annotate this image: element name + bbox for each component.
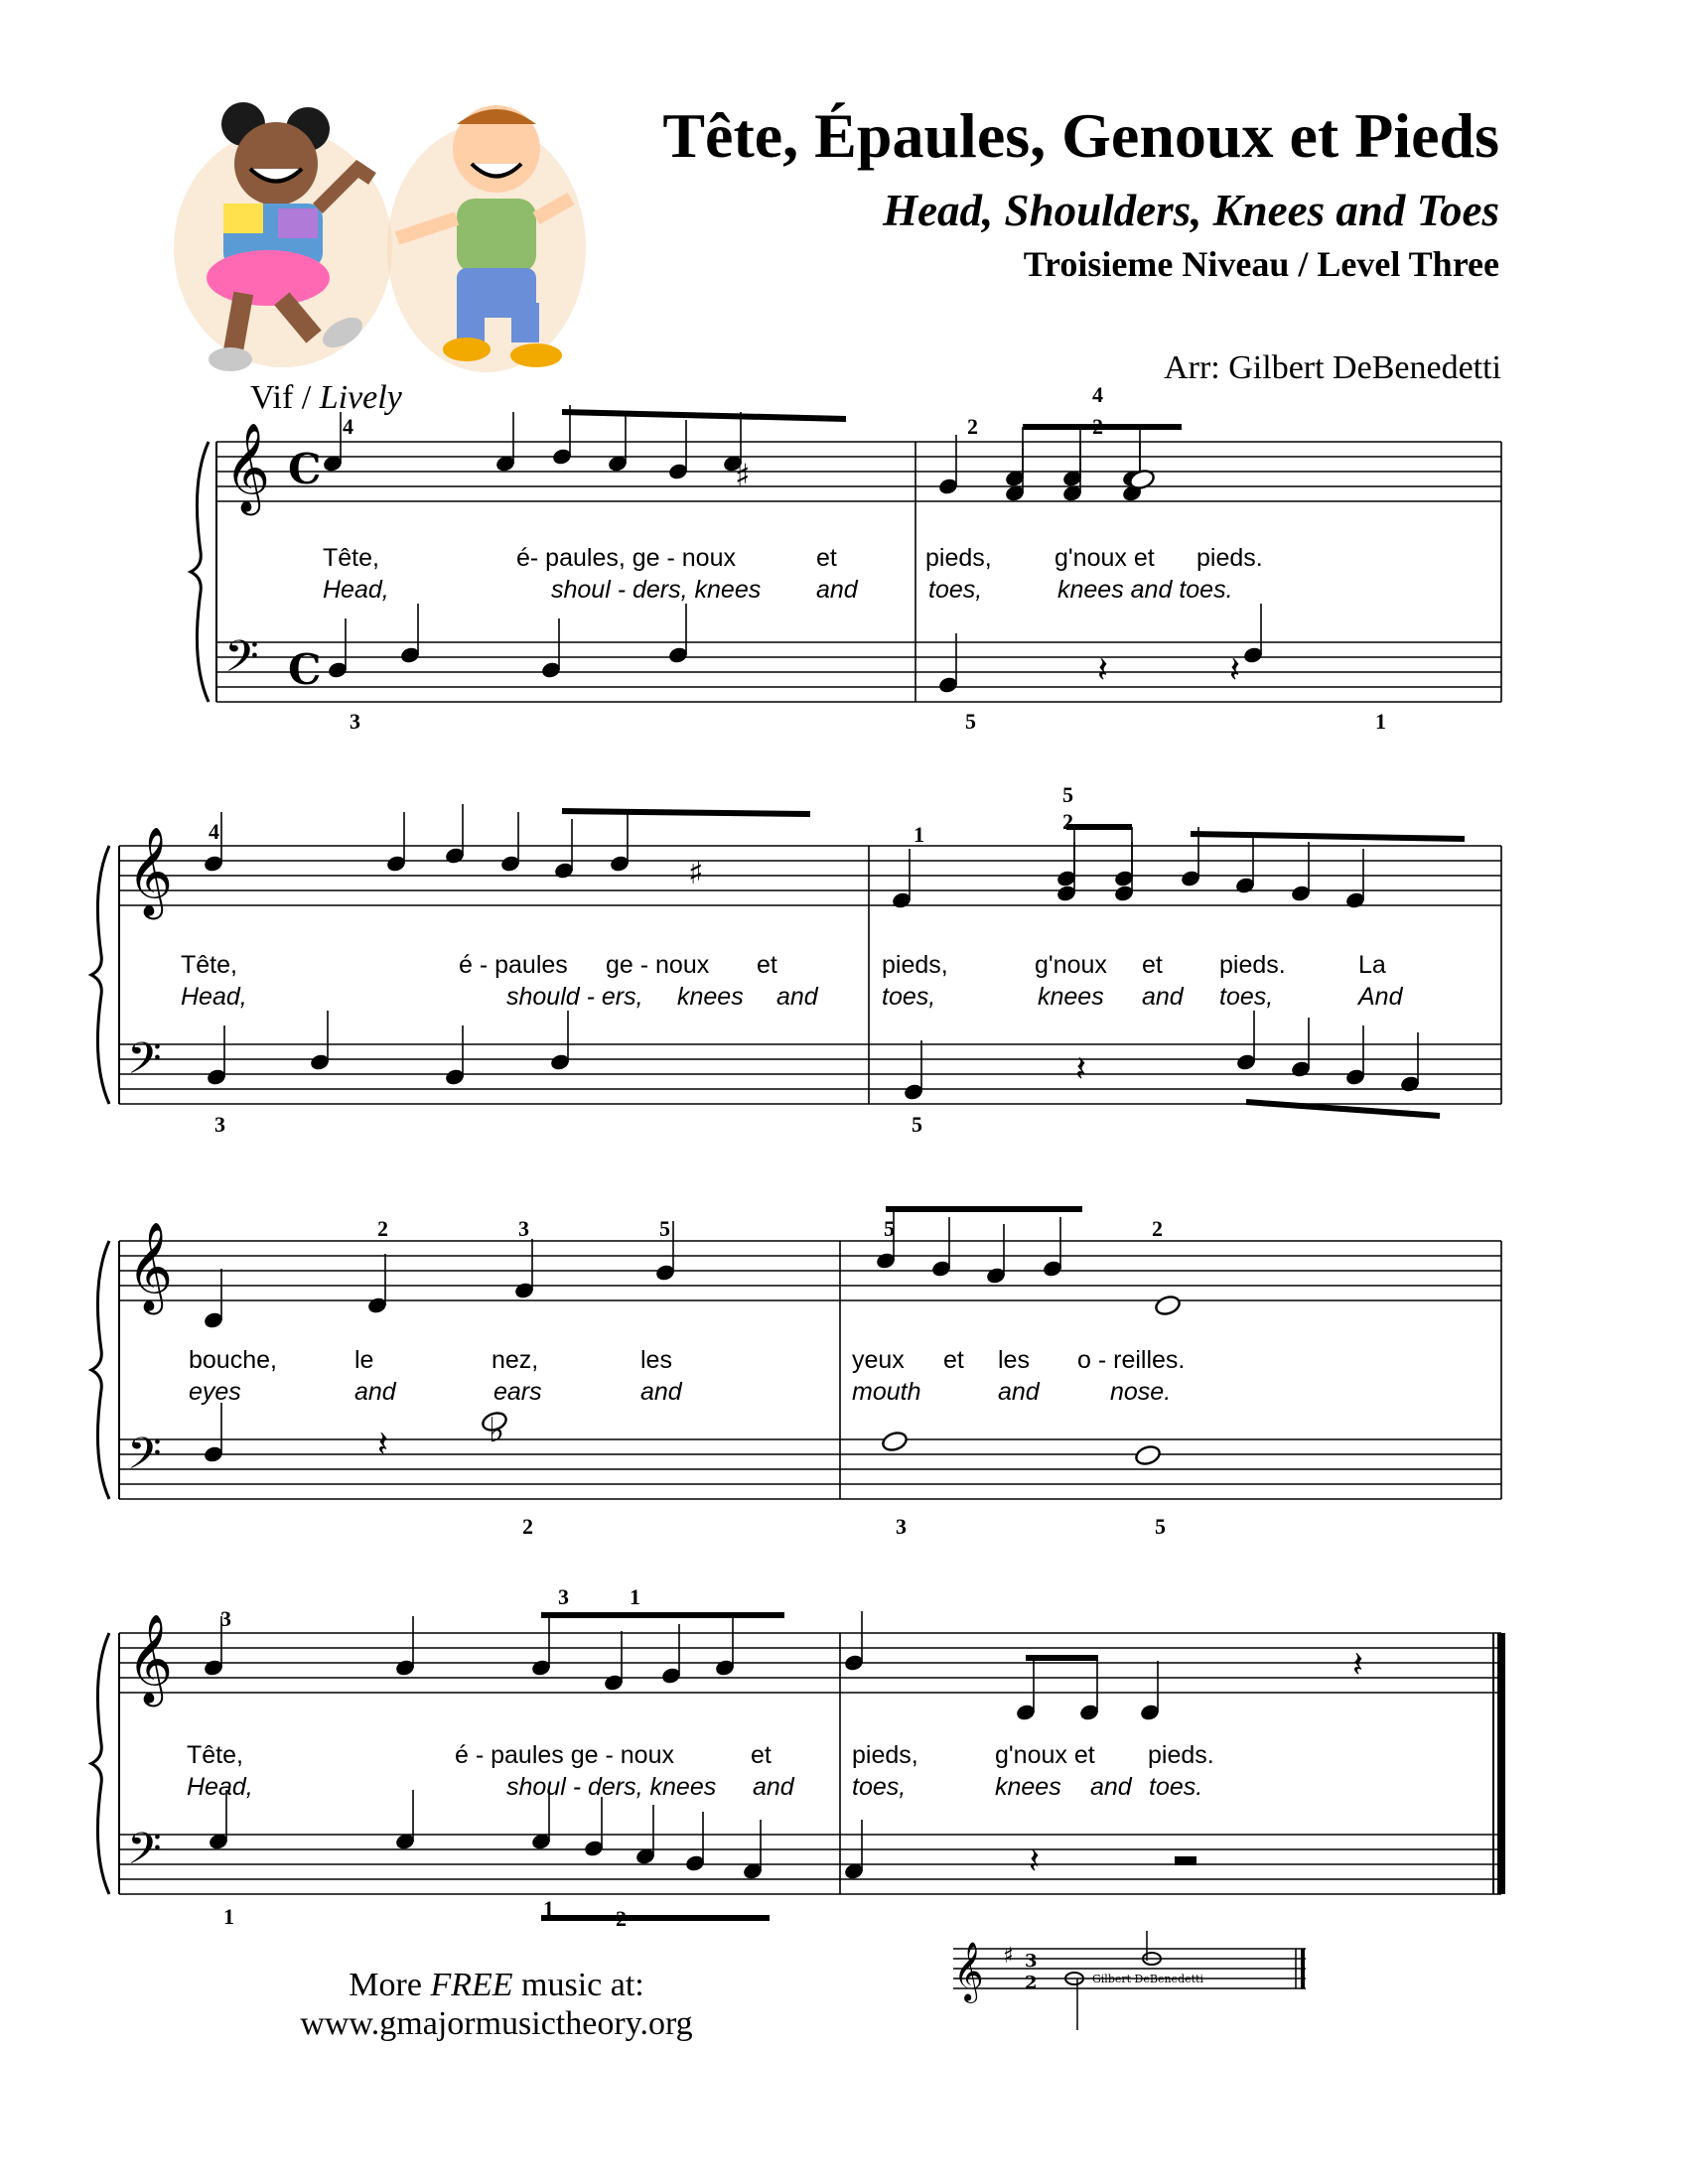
fingering-number: 1 xyxy=(223,1904,234,1929)
lyric-en: and xyxy=(640,1378,682,1406)
beam xyxy=(562,811,810,814)
treble-clef-icon: 𝄞 xyxy=(224,423,271,512)
bass-clef-icon: 𝄢 xyxy=(224,630,259,693)
fingering-number: 4 xyxy=(1092,382,1103,407)
lyric-en: shoul - ders, knees xyxy=(551,576,762,604)
sharp-icon: ♯ xyxy=(735,457,751,494)
lyric-fr: nez, xyxy=(492,1346,539,1374)
half-note xyxy=(1134,1443,1162,1466)
lyric-en: And xyxy=(1358,983,1403,1011)
system-brace xyxy=(91,1633,109,1894)
common-time-icon: C xyxy=(288,645,322,694)
lyric-fr: Tête, xyxy=(181,951,237,979)
lyric-fr: pieds, xyxy=(852,1741,918,1769)
lyric-fr: é- paules, ge - noux xyxy=(516,544,736,572)
fingering-number: 4 xyxy=(343,414,353,439)
lyric-en: toes, xyxy=(882,983,936,1011)
beam xyxy=(1191,834,1465,839)
quarter-rest-icon: 𝄽 xyxy=(1229,650,1241,691)
lyric-en: knees xyxy=(677,983,744,1011)
lyric-fr: g'noux et xyxy=(1055,544,1155,572)
lyric-fr: La xyxy=(1358,951,1386,979)
svg-text:♯: ♯ xyxy=(1003,1944,1014,1969)
fingering-number: 2 xyxy=(1092,414,1103,439)
lyric-fr: les xyxy=(998,1346,1030,1374)
lyric-fr: et xyxy=(757,951,777,979)
lyric-fr: et xyxy=(816,544,837,572)
lyric-fr: é - paules xyxy=(459,951,568,979)
fingering-number: 2 xyxy=(967,414,978,439)
fingering-number: 5 xyxy=(884,1216,895,1241)
half-note xyxy=(881,1430,909,1452)
lyric-fr: é - paules ge - noux xyxy=(455,1741,674,1769)
half-note xyxy=(1154,1294,1182,1316)
lyric-fr: et xyxy=(1142,951,1163,979)
treble-clef-icon: 𝄞 xyxy=(127,827,174,916)
fingering-number: 5 xyxy=(659,1216,670,1241)
lyric-fr: et xyxy=(943,1346,964,1374)
common-time-icon: C xyxy=(288,445,322,493)
lyric-en: toes, xyxy=(852,1773,907,1801)
treble-clef-icon: 𝄞 xyxy=(127,1614,174,1704)
lyric-en: ears xyxy=(493,1378,542,1406)
system-brace xyxy=(191,442,209,702)
lyric-fr: pieds, xyxy=(882,951,948,979)
fingering-number: 2 xyxy=(616,1906,627,1931)
lyric-en: and xyxy=(1090,1773,1132,1801)
lyric-en: nose. xyxy=(1110,1378,1172,1406)
fingering-number: 4 xyxy=(209,819,219,844)
bass-clef-icon: 𝄢 xyxy=(127,1428,162,1490)
quarter-rest-icon: 𝄽 xyxy=(1075,1049,1087,1090)
fingering-number: 2 xyxy=(377,1216,388,1241)
lyric-en: mouth xyxy=(852,1378,921,1406)
lyric-en: Head, xyxy=(323,576,389,604)
bass-clef-icon: 𝄢 xyxy=(127,1032,162,1095)
lyric-fr: et xyxy=(751,1741,772,1769)
lyric-en: knees xyxy=(995,1773,1061,1801)
lyric-fr: pieds, xyxy=(925,544,992,572)
lyric-fr: yeux xyxy=(852,1346,905,1374)
fingering-number: 3 xyxy=(558,1584,569,1609)
lyric-en: knees xyxy=(1038,983,1104,1011)
lyric-en: and xyxy=(776,983,818,1011)
lyric-fr: Tête, xyxy=(323,544,379,572)
quarter-rest-icon: 𝄽 xyxy=(377,1425,389,1465)
fingering-number: 3 xyxy=(220,1606,231,1631)
lyric-en: and xyxy=(998,1378,1040,1406)
lyric-en: knees and toes. xyxy=(1057,576,1233,604)
footer-promo xyxy=(238,1966,755,2043)
half-rest-icon xyxy=(1175,1856,1196,1865)
fingering-number: 1 xyxy=(1375,709,1386,734)
page-title: Tête, Épaules, Genoux et Pieds xyxy=(662,100,1499,171)
tempo-english: Lively xyxy=(319,379,402,416)
fingering-number: 5 xyxy=(1062,782,1073,807)
system-brace xyxy=(91,1241,109,1499)
fingering-number: 2 xyxy=(1062,809,1073,834)
fingering-number: 5 xyxy=(1155,1514,1166,1539)
level-label: Troisieme Niveau / Level Three xyxy=(1023,244,1499,284)
lyric-fr: pieds. xyxy=(1196,544,1263,572)
lyric-fr: g'noux xyxy=(1035,951,1107,979)
lyric-fr: Tête, xyxy=(187,1741,243,1769)
lyric-en: eyes xyxy=(189,1378,241,1406)
lyric-fr: bouche, xyxy=(189,1346,277,1374)
footer-line-1: More FREE music at: xyxy=(349,1967,644,2003)
quarter-rest-icon: 𝄽 xyxy=(1029,1842,1041,1882)
fingering-number: 3 xyxy=(896,1514,907,1539)
lyric-en: shoul - ders, knees xyxy=(506,1773,717,1801)
lyric-en: and xyxy=(1142,983,1184,1011)
system-brace xyxy=(91,846,109,1104)
fingering-number: 3 xyxy=(518,1216,529,1241)
fingering-number: 3 xyxy=(214,1112,225,1137)
svg-text:2: 2 xyxy=(1025,1973,1038,1993)
lyric-en: should - ers, xyxy=(506,983,643,1011)
lyric-fr: pieds. xyxy=(1219,951,1286,979)
treble-clef-icon: 𝄞 xyxy=(953,1942,984,2001)
arranger-credit: Arr: Gilbert DeBenedetti xyxy=(1164,349,1501,386)
fingering-number: 5 xyxy=(965,709,976,734)
lyric-fr: o - reilles. xyxy=(1077,1346,1186,1374)
fingering-number: 1 xyxy=(914,822,924,847)
fingering-number: 3 xyxy=(350,709,360,734)
lyric-en: Head, xyxy=(187,1773,253,1801)
page-subtitle: Head, Shoulders, Knees and Toes xyxy=(883,186,1499,235)
lyric-en: Head, xyxy=(181,983,247,1011)
quarter-rest-icon: 𝄽 xyxy=(1352,1645,1364,1686)
fingering-number: 1 xyxy=(543,1896,554,1921)
sharp-icon: ♯ xyxy=(688,854,704,891)
fingering-number: 2 xyxy=(522,1514,533,1539)
lyric-fr: ge - noux xyxy=(606,951,710,979)
lyric-en: and xyxy=(753,1773,794,1801)
lyric-fr: pieds. xyxy=(1148,1741,1214,1769)
fingering-number: 5 xyxy=(912,1112,922,1137)
composer-logo xyxy=(943,1931,1311,2040)
treble-clef-icon: 𝄞 xyxy=(127,1222,174,1311)
flat-icon: ♭ xyxy=(489,1411,505,1450)
lyric-fr: les xyxy=(640,1346,672,1374)
beam xyxy=(562,412,846,419)
fingering-number: 1 xyxy=(630,1584,640,1609)
lyric-en: and xyxy=(354,1378,396,1406)
lyric-en: toes, xyxy=(1219,983,1274,1011)
fingering-number: 2 xyxy=(1152,1216,1163,1241)
logo-text: Gilbert DeBenedetti xyxy=(1092,1973,1203,1985)
lyric-fr: g'noux et xyxy=(995,1741,1095,1769)
bass-clef-icon: 𝄢 xyxy=(127,1823,162,1885)
quarter-rest-icon: 𝄽 xyxy=(1097,650,1109,691)
svg-text:3: 3 xyxy=(1025,1951,1038,1972)
tempo-french: Vif / xyxy=(250,379,312,416)
lyric-en: toes. xyxy=(1149,1773,1203,1801)
lyric-en: and xyxy=(816,576,858,604)
lyric-fr: le xyxy=(354,1346,374,1374)
footer-url-link[interactable]: www.gmajormusictheory.org xyxy=(300,2005,693,2043)
lyric-en: toes, xyxy=(928,576,983,604)
